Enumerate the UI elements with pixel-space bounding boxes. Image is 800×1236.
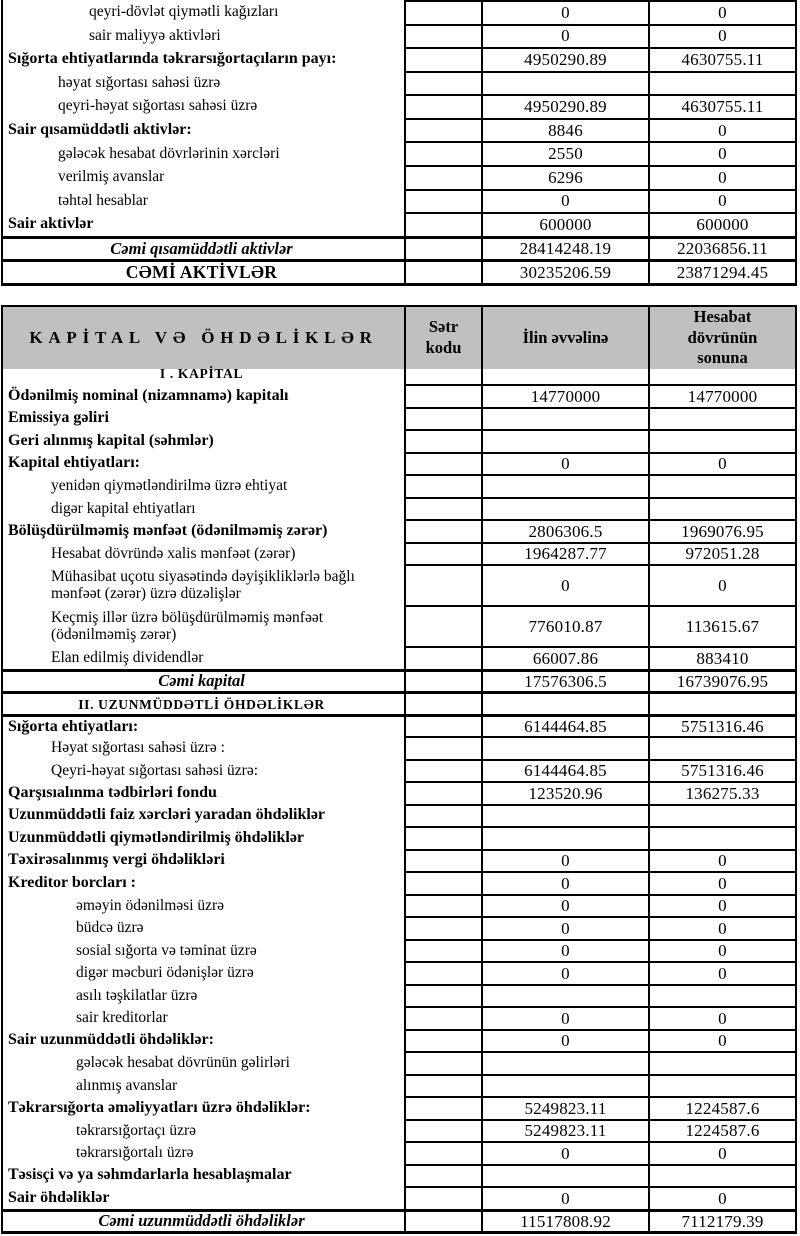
table-row: [3, 429, 795, 452]
value-end-of-period: 0: [650, 0, 795, 24]
row-code-cell: [406, 826, 483, 849]
row-label: digər məcburi ödənişlər üzrə: [3, 961, 406, 984]
value-end-of-period: 0: [650, 564, 795, 605]
row-code-cell: [406, 939, 483, 962]
value-start-of-year: 0: [483, 452, 650, 475]
table-row: [3, 71, 795, 95]
value-start-of-year: 4950290.89: [483, 94, 650, 118]
row-code-cell: [406, 759, 483, 782]
value-end-of-period: 0: [650, 189, 795, 213]
value-start-of-year: 0: [483, 1029, 650, 1052]
row-code-cell: [406, 362, 483, 385]
value-end-of-period: 23871294.45: [676, 262, 769, 282]
header-col-end-of-period: Hesabat dövrünün sonuna: [650, 307, 795, 369]
row-code-cell: [406, 71, 483, 95]
value-start-of-year: [483, 1051, 650, 1074]
value-end-of-period: 5751316.46: [681, 716, 764, 736]
assets-table: [1, 0, 797, 286]
value-start-of-year: 123520.96: [483, 781, 650, 804]
value-start-of-year: [483, 497, 650, 520]
row-label: asılı təşkilatlar üzrə: [3, 984, 406, 1007]
value-start-of-year: 2806306.5: [483, 519, 650, 542]
value-end-of-period: [650, 497, 795, 520]
value-start-of-year: [483, 1164, 650, 1187]
value-end-of-period: 0: [650, 961, 795, 984]
value-start-of-year: [483, 984, 650, 1007]
table-row: [3, 542, 795, 565]
table-row: [3, 474, 795, 497]
table-row: [3, 1006, 795, 1029]
row-code-cell: [406, 646, 483, 669]
row-label: Keçmiş illər üzrə bölüşdürülməmiş mənfəət (ödənilməmiş zərər): [3, 605, 406, 646]
row-code-cell: [406, 605, 483, 646]
value-end-of-period: 7112179.39: [681, 1211, 764, 1231]
row-label: Uzunmüddətli faiz xərcləri yaradan öhdəliklər: [3, 804, 406, 827]
table-row: [3, 961, 795, 984]
table-row: [3, 804, 795, 827]
value-start-of-year: [483, 694, 650, 714]
table-row: [3, 1029, 795, 1052]
row-code-cell: [406, 1141, 483, 1164]
header-col-code: Sətr kodu: [406, 307, 483, 369]
row-label: Cəmi qısamüddətli aktivlər: [3, 239, 406, 260]
table-row: [3, 564, 795, 605]
row-label: verilmiş avanslar: [3, 165, 406, 189]
row-code-cell: [406, 165, 483, 189]
value-end-of-period: 0: [650, 939, 795, 962]
row-label: II. UZUNMÜDDƏTLİ ÖHDƏLİKLƏR: [3, 694, 406, 714]
value-end-of-period: 0: [650, 916, 795, 939]
row-label: I . KAPİTAL: [3, 362, 406, 385]
row-code-cell: [406, 1051, 483, 1074]
row-label: Kreditor borcları :: [3, 871, 406, 894]
table-row: [3, 939, 795, 962]
row-code-cell: [406, 452, 483, 475]
value-start-of-year: 0: [483, 1186, 650, 1209]
value-start-of-year: [483, 362, 650, 385]
value-start-of-year: [483, 1074, 650, 1097]
value-end-of-period: 5751316.46: [650, 759, 795, 782]
value-end-of-period: 0: [650, 849, 795, 872]
row-code-cell: [406, 804, 483, 827]
value-start-of-year: 6296: [483, 165, 650, 189]
row-label: yenidən qiymətləndirilmə üzrə ehtiyat: [3, 474, 406, 497]
table-row: [3, 1074, 795, 1097]
row-code-cell: [406, 189, 483, 213]
row-code-cell: [406, 1212, 483, 1232]
table-row: [3, 259, 795, 283]
row-label: sosial sığorta və təminat üzrə: [3, 939, 406, 962]
row-label: CƏMİ AKTİVLƏR: [3, 262, 406, 283]
value-start-of-year: 4950290.89: [483, 47, 650, 71]
row-label: Həyat sığortası sahəsi üzrə :: [3, 736, 406, 759]
header-title: KAPİTAL VƏ ÖHDƏLİKLƏR: [3, 307, 406, 369]
value-start-of-year: 8846: [483, 118, 650, 142]
value-start-of-year: 6144464.85: [483, 759, 650, 782]
row-code-cell: [406, 474, 483, 497]
value-start-of-year: 600000: [483, 212, 650, 236]
row-label: Geri alınmış kapital (səhmlər): [3, 429, 406, 452]
row-label: Kapital ehtiyatları:: [3, 452, 406, 475]
value-end-of-period: [650, 429, 795, 452]
row-label: Sığorta ehtiyatları:: [3, 717, 406, 737]
row-label: Cəmi uzunmüddətli öhdəliklər: [3, 1212, 406, 1232]
table-row: [3, 236, 795, 260]
value-end-of-period: [650, 1164, 795, 1187]
table-row: [3, 1164, 795, 1187]
value-end-of-period: 1224587.6: [650, 1096, 795, 1119]
value-end-of-period: [650, 407, 795, 430]
row-code-cell: [406, 429, 483, 452]
capital-liabilities-rows: [3, 362, 795, 1232]
row-label: alınmış avanslar: [3, 1074, 406, 1097]
row-code-cell: [406, 542, 483, 565]
value-start-of-year: 0: [483, 0, 650, 24]
value-end-of-period: 136275.33: [650, 781, 795, 804]
table-row: [3, 519, 795, 542]
value-start-of-year: 0: [483, 939, 650, 962]
table-row: [3, 384, 795, 407]
table-row: [3, 1119, 795, 1142]
table-row: [3, 407, 795, 430]
row-code-cell: [406, 781, 483, 804]
table-row: [3, 826, 795, 849]
row-code-cell: [406, 916, 483, 939]
row-code-cell: [406, 894, 483, 917]
value-end-of-period: 1224587.6: [650, 1119, 795, 1142]
row-code-cell: [406, 519, 483, 542]
row-code-cell: [406, 961, 483, 984]
table-row: [3, 362, 795, 385]
value-start-of-year: 2550: [483, 141, 650, 165]
table-row: [3, 47, 795, 71]
row-label: Sair qısamüddətli aktivlər:: [3, 118, 406, 142]
value-end-of-period: [650, 804, 795, 827]
value-end-of-period: 4630755.11: [650, 94, 795, 118]
row-label: Uzunmüddətli qiymətləndirilmiş öhdəliklər: [3, 826, 406, 849]
row-code-cell: [406, 1006, 483, 1029]
value-start-of-year: 0: [483, 894, 650, 917]
table-row: [3, 1141, 795, 1164]
table-row: [3, 1051, 795, 1074]
value-end-of-period: 16739076.95: [676, 671, 769, 691]
row-label: Bölüşdürülməmiş mənfəət (ödənilməmiş zərər): [3, 519, 406, 542]
row-code-cell: [406, 849, 483, 872]
table-row: [3, 781, 795, 804]
row-label: əməyin ödənilməsi üzrə: [3, 894, 406, 917]
header-col-start-of-year: İlin əvvəlinə: [483, 307, 650, 369]
value-end-of-period: [650, 984, 795, 1007]
row-code-cell: [406, 871, 483, 894]
value-end-of-period: 0: [650, 1141, 795, 1164]
value-start-of-year: 776010.87: [483, 605, 650, 646]
table-row: [3, 1209, 795, 1232]
value-end-of-period: [650, 71, 795, 95]
value-start-of-year: 1964287.77: [483, 542, 650, 565]
value-start-of-year: [483, 804, 650, 827]
row-label: təhtəl hesablar: [3, 189, 406, 213]
value-start-of-year: 0: [483, 916, 650, 939]
table-row: [3, 1186, 795, 1209]
value-start-of-year: 5249823.11: [483, 1096, 650, 1119]
row-label: təkrarsığortalı üzrə: [3, 1141, 406, 1164]
value-start-of-year: 0: [483, 849, 650, 872]
row-label: Mühasibat uçotu siyasətində dəyişikliklərlə bağlı mənfəət (zərər) üzrə düzəlişlər: [3, 564, 406, 605]
row-label: Sair uzunmüddətli öhdəliklər:: [3, 1029, 406, 1052]
row-code-cell: [406, 0, 483, 24]
value-end-of-period: 0: [650, 24, 795, 48]
value-start-of-year: 6144464.85: [483, 717, 650, 737]
value-start-of-year: 5249823.11: [483, 1119, 650, 1142]
value-end-of-period: 0: [650, 1006, 795, 1029]
value-start-of-year: 14770000: [483, 384, 650, 407]
value-end-of-period: 600000: [650, 212, 795, 236]
value-start-of-year: [483, 736, 650, 759]
row-code-cell: [406, 1164, 483, 1187]
row-code-cell: [406, 564, 483, 605]
value-end-of-period: 14770000: [650, 384, 795, 407]
row-code-cell: [406, 1074, 483, 1097]
table-row: [3, 452, 795, 475]
table-row: [3, 165, 795, 189]
value-end-of-period: 0: [650, 141, 795, 165]
table-row: [3, 94, 795, 118]
value-end-of-period: [650, 362, 795, 385]
row-label: Ödənilmiş nominal (nizamnamə) kapitalı: [3, 384, 406, 407]
value-end-of-period: [650, 1074, 795, 1097]
row-code-cell: [406, 118, 483, 142]
value-start-of-year: 28414248.19: [483, 239, 650, 260]
value-start-of-year: 0: [483, 961, 650, 984]
row-code-cell: [406, 984, 483, 1007]
table-row: [3, 871, 795, 894]
row-code-cell: [406, 407, 483, 430]
table-row: [3, 497, 795, 520]
value-end-of-period: 22036856.11: [677, 239, 768, 259]
table-row: [3, 849, 795, 872]
capital-liabilities-table: [1, 305, 797, 1235]
table-header-row: [3, 306, 795, 368]
row-label: digər kapital ehtiyatları: [3, 497, 406, 520]
value-end-of-period: 0: [650, 871, 795, 894]
table-row: [3, 141, 795, 165]
table-row: [3, 714, 795, 737]
row-label: Qarşısıalınma tədbirləri fondu: [3, 781, 406, 804]
table-row: [3, 894, 795, 917]
row-label: təkrarsığortaçı üzrə: [3, 1119, 406, 1142]
value-start-of-year: 0: [483, 1141, 650, 1164]
row-code-cell: [406, 24, 483, 48]
table-row: [3, 691, 795, 714]
value-end-of-period: 883410: [650, 646, 795, 669]
row-label: Təkrarsığorta əməliyyatları üzrə öhdəliklər:: [3, 1096, 406, 1119]
value-end-of-period: [650, 1051, 795, 1074]
table-row: [3, 212, 795, 236]
row-label: Hesabat dövründə xalis mənfəət (zərər): [3, 542, 406, 565]
value-end-of-period: 0: [650, 118, 795, 142]
row-label: Elan edilmiş dividendlər: [3, 646, 406, 669]
value-start-of-year: [483, 429, 650, 452]
row-label: Sair aktivlər: [3, 212, 406, 236]
value-end-of-period: [650, 826, 795, 849]
value-start-of-year: [483, 826, 650, 849]
row-code-cell: [406, 212, 483, 236]
row-label: Sair öhdəliklər: [3, 1186, 406, 1209]
table-row: [3, 24, 795, 48]
value-end-of-period: 113615.67: [650, 605, 795, 646]
value-start-of-year: 0: [483, 24, 650, 48]
row-code-cell: [406, 141, 483, 165]
value-start-of-year: 17576306.5: [483, 672, 650, 692]
row-label: həyat sığortası sahəsi üzrə: [3, 71, 406, 95]
table-row: [3, 0, 795, 24]
value-start-of-year: 0: [483, 189, 650, 213]
table-row: [3, 118, 795, 142]
row-label: sair kreditorlar: [3, 1006, 406, 1029]
value-end-of-period: 0: [650, 1029, 795, 1052]
value-start-of-year: 0: [483, 871, 650, 894]
row-code-cell: [406, 497, 483, 520]
table-row: [3, 1096, 795, 1119]
value-start-of-year: 0: [483, 564, 650, 605]
value-end-of-period: 0: [650, 894, 795, 917]
row-code-cell: [406, 94, 483, 118]
value-start-of-year: [483, 407, 650, 430]
row-code-cell: [406, 717, 483, 737]
row-label: qeyri-həyat sığortası sahəsi üzrə: [3, 94, 406, 118]
table-row: [3, 646, 795, 669]
value-start-of-year: [483, 71, 650, 95]
value-end-of-period: 972051.28: [650, 542, 795, 565]
table-row: [3, 984, 795, 1007]
row-label: Cəmi kapital: [3, 672, 406, 692]
value-end-of-period: [650, 736, 795, 759]
row-code-cell: [406, 1186, 483, 1209]
row-label: Təsisçi və ya səhmdarlarla hesablaşmalar: [3, 1164, 406, 1187]
table-row: [3, 669, 795, 692]
value-start-of-year: 0: [483, 1006, 650, 1029]
row-label: gələcək hesabat dövrlərinin xərcləri: [3, 141, 406, 165]
value-start-of-year: [483, 474, 650, 497]
table-row: [3, 189, 795, 213]
row-code-cell: [406, 694, 483, 714]
value-end-of-period: 0: [650, 1186, 795, 1209]
row-label: büdcə üzrə: [3, 916, 406, 939]
table-row: [3, 916, 795, 939]
value-end-of-period: 0: [650, 165, 795, 189]
value-start-of-year: 30235206.59: [483, 262, 650, 283]
row-label: Sığorta ehtiyatlarında təkrarsığortaçıların payı:: [3, 47, 406, 71]
table-row: [3, 605, 795, 646]
row-label: Qeyri-həyat sığortası sahəsi üzrə:: [3, 759, 406, 782]
row-code-cell: [406, 1029, 483, 1052]
row-code-cell: [406, 672, 483, 692]
value-end-of-period: [650, 694, 795, 714]
value-end-of-period: 4630755.11: [650, 47, 795, 71]
row-label: gələcək hesabat dövrünün gəlirləri: [3, 1051, 406, 1074]
table-row: [3, 736, 795, 759]
row-code-cell: [406, 384, 483, 407]
table-row: [3, 759, 795, 782]
row-code-cell: [406, 47, 483, 71]
row-label: Emissiya gəliri: [3, 407, 406, 430]
row-label: Təxirəsalınmış vergi öhdəlikləri: [3, 849, 406, 872]
row-code-cell: [406, 1119, 483, 1142]
row-label: sair maliyyə aktivləri: [3, 24, 406, 48]
value-start-of-year: 11517808.92: [483, 1212, 650, 1232]
row-code-cell: [406, 262, 483, 283]
row-code-cell: [406, 1096, 483, 1119]
row-label: qeyri-dövlət qiymətli kağızları: [3, 0, 406, 24]
row-code-cell: [406, 736, 483, 759]
row-code-cell: [406, 239, 483, 260]
value-end-of-period: 1969076.95: [650, 519, 795, 542]
value-end-of-period: [650, 474, 795, 497]
value-end-of-period: 0: [650, 452, 795, 475]
value-start-of-year: 66007.86: [483, 646, 650, 669]
